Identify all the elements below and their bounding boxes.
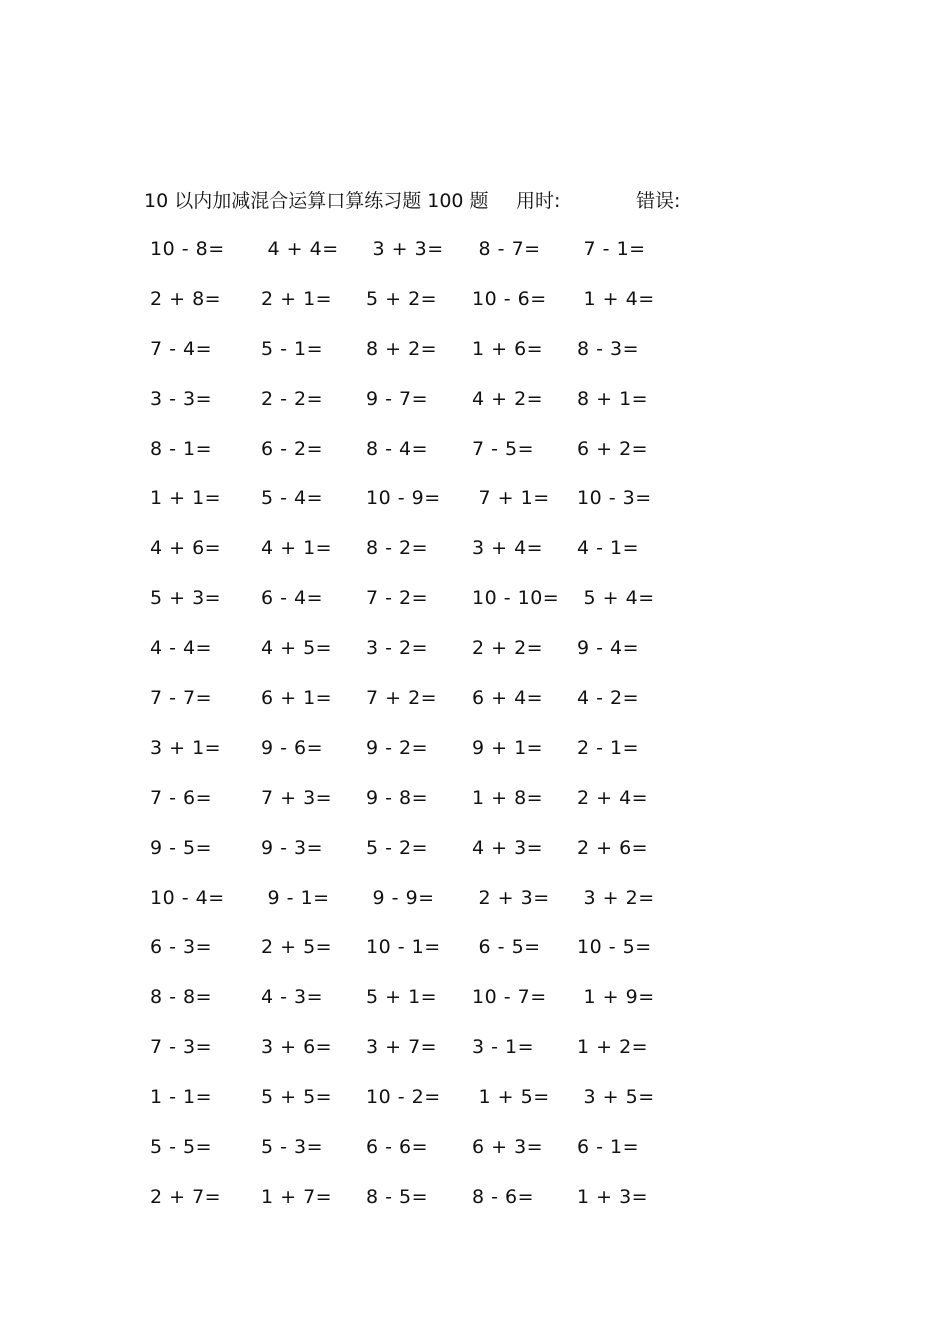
- error-count-label: 错误:: [636, 190, 681, 212]
- problem-item: 9 + 1=: [472, 736, 544, 759]
- problem-item: 9 - 2=: [366, 736, 429, 759]
- problem-item: 5 + 2=: [366, 287, 438, 310]
- problem-item: 4 + 2=: [472, 387, 544, 410]
- problem-item: 5 - 5=: [150, 1136, 213, 1159]
- problem-item: 10 - 9=: [366, 487, 441, 510]
- problem-item: 2 + 4=: [577, 786, 649, 809]
- problem-item: 7 - 7=: [150, 687, 213, 710]
- problem-item: 7 - 1=: [577, 238, 646, 260]
- problem-item: 7 - 3=: [150, 1036, 213, 1059]
- problem-item: 7 - 6=: [150, 786, 213, 809]
- problem-item: 7 - 5=: [472, 437, 535, 460]
- problem-item: 4 - 3=: [261, 986, 324, 1009]
- problem-item: 6 - 3=: [150, 936, 213, 959]
- problem-item: 2 - 2=: [261, 387, 324, 410]
- problem-item: 8 - 4=: [366, 437, 429, 460]
- problem-item: 3 + 2=: [577, 886, 655, 909]
- problem-item: 6 - 4=: [261, 587, 324, 610]
- problem-item: 9 - 5=: [150, 836, 213, 859]
- problem-item: 7 - 2=: [366, 587, 429, 610]
- problem-item: 1 + 6=: [472, 337, 544, 360]
- problem-item: 8 + 1=: [577, 387, 649, 410]
- problem-item: 6 + 4=: [472, 687, 544, 710]
- problem-item: 10 - 5=: [577, 936, 652, 959]
- problem-item: 9 - 8=: [366, 786, 429, 809]
- problem-item: 1 + 7=: [261, 1185, 333, 1208]
- problem-item: 4 - 4=: [150, 637, 213, 660]
- problem-item: 8 - 8=: [150, 986, 213, 1009]
- problem-item: 1 - 1=: [150, 1086, 213, 1109]
- problem-item: 9 - 4=: [577, 637, 640, 660]
- problem-item: 8 + 2=: [366, 337, 438, 360]
- problem-item: 8 - 2=: [366, 537, 429, 560]
- problem-item: 9 - 6=: [261, 736, 324, 759]
- problem-item: 6 + 3=: [472, 1136, 544, 1159]
- problem-item: 2 - 1=: [577, 736, 640, 759]
- problem-item: 10 - 4=: [150, 886, 225, 909]
- problem-item: 3 + 1=: [150, 736, 222, 759]
- problem-item: 3 + 5=: [577, 1086, 655, 1109]
- problem-item: 2 + 3=: [472, 886, 550, 909]
- problem-item: 5 - 1=: [261, 337, 324, 360]
- problem-item: 8 - 5=: [366, 1185, 429, 1208]
- problem-item: 9 - 1=: [261, 886, 330, 909]
- problem-item: 5 + 3=: [150, 587, 222, 610]
- problem-item: 5 + 4=: [577, 587, 655, 610]
- problem-item: 6 + 1=: [261, 687, 333, 710]
- problem-item: 3 + 7=: [366, 1036, 438, 1059]
- problem-item: 4 + 6=: [150, 537, 222, 560]
- problem-item: 4 + 1=: [261, 537, 333, 560]
- problem-item: 5 - 2=: [366, 836, 429, 859]
- worksheet-title: 10 以内加减混合运算口算练习题 100 题: [144, 190, 489, 212]
- problem-item: 4 + 5=: [261, 637, 333, 660]
- problem-item: 4 - 2=: [577, 687, 640, 710]
- problem-item: 2 + 7=: [150, 1185, 222, 1208]
- problem-item: 4 + 3=: [472, 836, 544, 859]
- problem-item: 7 + 1=: [472, 487, 550, 510]
- time-used-label: 用时:: [516, 190, 561, 212]
- problem-item: 3 - 3=: [150, 387, 213, 410]
- problem-item: 5 - 3=: [261, 1136, 324, 1159]
- problem-item: 10 - 6=: [472, 287, 547, 310]
- problem-item: 7 + 3=: [261, 786, 333, 809]
- problem-item: 5 + 1=: [366, 986, 438, 1009]
- problem-item: 10 - 8=: [150, 238, 225, 260]
- problem-item: 9 - 3=: [261, 836, 324, 859]
- problem-item: 3 - 2=: [366, 637, 429, 660]
- problem-item: 5 + 5=: [261, 1086, 333, 1109]
- problem-item: 10 - 3=: [577, 487, 652, 510]
- problem-item: 6 - 5=: [472, 936, 541, 959]
- problem-item: 1 + 5=: [472, 1086, 550, 1109]
- problem-item: 2 + 8=: [150, 287, 222, 310]
- problem-item: 8 - 6=: [472, 1185, 535, 1208]
- problem-item: 9 - 7=: [366, 387, 429, 410]
- problem-item: 7 + 2=: [366, 687, 438, 710]
- problem-item: 7 - 4=: [150, 337, 213, 360]
- problem-item: 4 - 1=: [577, 537, 640, 560]
- problem-item: 6 - 6=: [366, 1136, 429, 1159]
- problem-item: 3 + 6=: [261, 1036, 333, 1059]
- problem-item: 3 + 4=: [472, 537, 544, 560]
- problem-item: 1 + 2=: [577, 1036, 649, 1059]
- problem-item: 10 - 2=: [366, 1086, 441, 1109]
- problem-item: 1 + 1=: [150, 487, 222, 510]
- problem-item: 6 - 2=: [261, 437, 324, 460]
- problem-item: 2 + 6=: [577, 836, 649, 859]
- problem-item: 3 - 1=: [472, 1036, 535, 1059]
- problem-item: 8 - 3=: [577, 337, 640, 360]
- problem-item: 10 - 7=: [472, 986, 547, 1009]
- problem-item: 2 + 5=: [261, 936, 333, 959]
- problem-item: 4 + 4=: [261, 238, 339, 260]
- problem-item: 10 - 1=: [366, 936, 441, 959]
- problem-item: 1 + 8=: [472, 786, 544, 809]
- problem-item: 6 - 1=: [577, 1136, 640, 1159]
- problem-item: 2 + 2=: [472, 637, 544, 660]
- problem-item: 9 - 9=: [366, 886, 435, 909]
- problem-item: 1 + 9=: [577, 986, 655, 1009]
- problem-item: 6 + 2=: [577, 437, 649, 460]
- problem-item: 1 + 4=: [577, 287, 655, 310]
- problem-item: 3 + 3=: [366, 238, 444, 260]
- problem-item: 8 - 7=: [472, 238, 541, 260]
- problem-item: 1 + 3=: [577, 1185, 649, 1208]
- problem-item: 2 + 1=: [261, 287, 333, 310]
- problem-item: 8 - 1=: [150, 437, 213, 460]
- problem-item: 5 - 4=: [261, 487, 324, 510]
- problem-item: 10 - 10=: [472, 587, 560, 610]
